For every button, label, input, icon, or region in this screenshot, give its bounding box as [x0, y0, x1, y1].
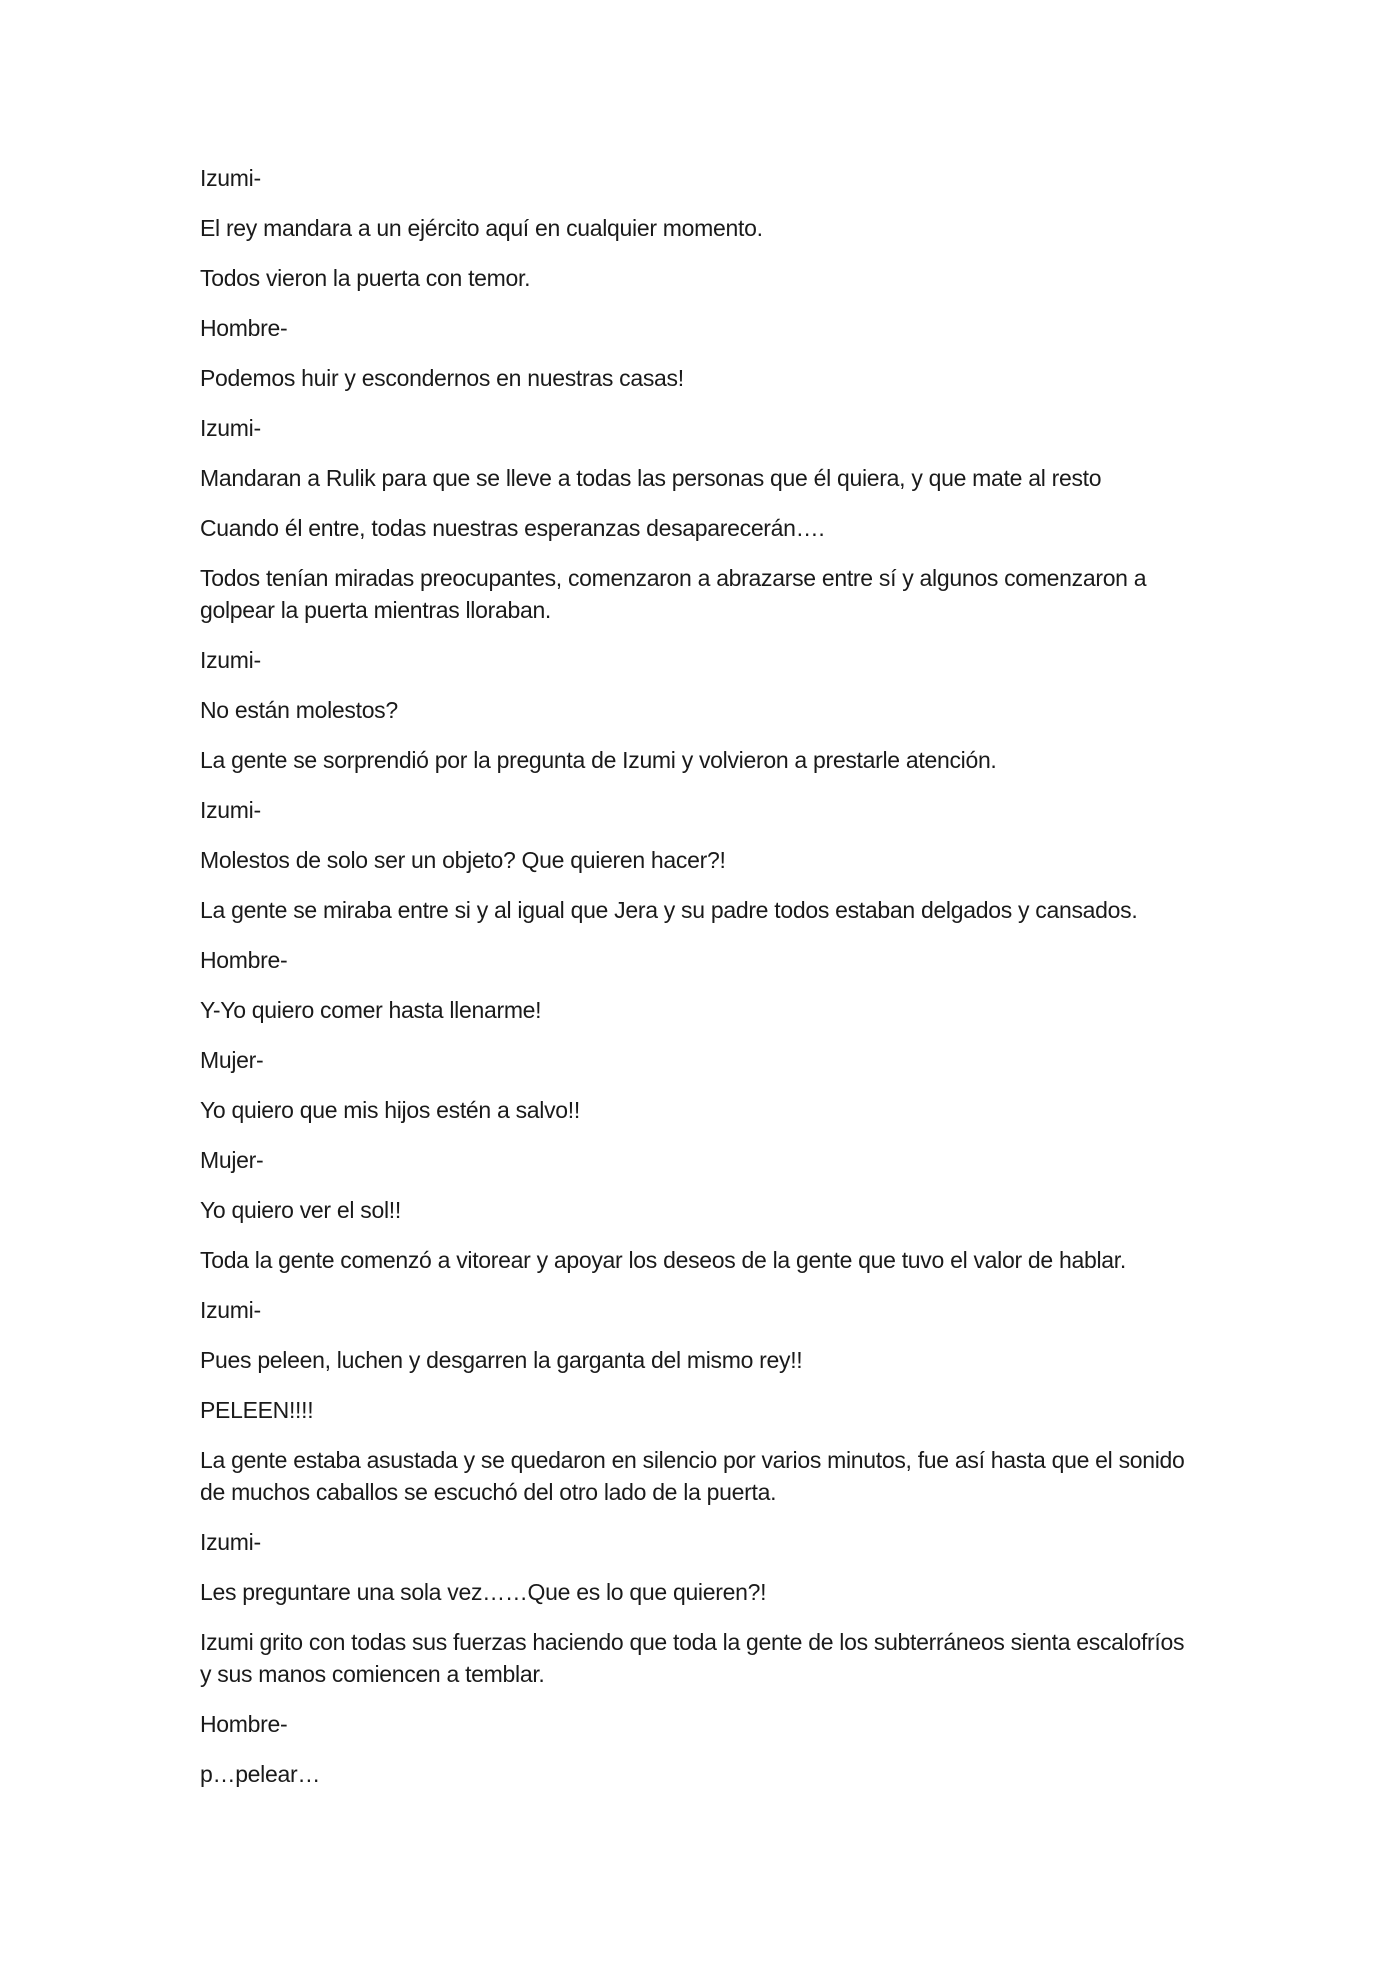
narration-paragraph: La gente se miraba entre si y al igual que Jera y su padre todos estaban delgados y cansados. — [200, 897, 1138, 923]
narration-paragraph: La gente se sorprendió por la pregunta de Izumi y volvieron a prestarle atención. — [200, 747, 997, 773]
dialogue-line: Yo quiero que mis hijos estén a salvo!! — [200, 1097, 580, 1123]
dialogue-line: Mandaran a Rulik para que se lleve a todas las personas que él quiera, y que mate al resto — [200, 465, 1102, 491]
dialogue-line: Y-Yo quiero comer hasta llenarme! — [200, 997, 542, 1023]
speaker-label: Izumi- — [200, 415, 261, 441]
speaker-label: Hombre- — [200, 1711, 288, 1737]
speaker-label: Izumi- — [200, 797, 261, 823]
speaker-label: Izumi- — [200, 165, 261, 191]
narration-paragraph: La gente estaba asustada y se quedaron en silencio por varios minutos, fue así hasta que el sonido de muchos caballos se escuchó del otro lado de la puerta. — [200, 1447, 1185, 1505]
speaker-label: Izumi- — [200, 1529, 261, 1555]
dialogue-line: PELEEN!!!! — [200, 1397, 314, 1423]
speaker-label: Mujer- — [200, 1147, 264, 1173]
document-body — [200, 162, 1200, 1808]
speaker-label: Hombre- — [200, 315, 288, 341]
narration-paragraph: Izumi grito con todas sus fuerzas haciendo que toda la gente de los subterráneos sienta escalofríos y sus manos comiencen a temblar. — [200, 1629, 1185, 1687]
dialogue-line: p…pelear… — [200, 1761, 321, 1787]
dialogue-line: Pues peleen, luchen y desgarren la garganta del mismo rey!! — [200, 1347, 803, 1373]
dialogue-line: Yo quiero ver el sol!! — [200, 1197, 401, 1223]
dialogue-line: No están molestos? — [200, 697, 398, 723]
dialogue-line: Molestos de solo ser un objeto? Que quieren hacer?! — [200, 847, 726, 873]
speaker-label: Hombre- — [200, 947, 288, 973]
dialogue-line: Les preguntare una sola vez……Que es lo que quieren?! — [200, 1579, 767, 1605]
narration-paragraph: Todos tenían miradas preocupantes, comenzaron a abrazarse entre sí y algunos comenzaron a golpear la puerta mientras lloraban. — [200, 565, 1147, 623]
dialogue-line: Podemos huir y escondernos en nuestras casas! — [200, 365, 684, 391]
speaker-label: Izumi- — [200, 1297, 261, 1323]
dialogue-line: Cuando él entre, todas nuestras esperanzas desaparecerán…. — [200, 515, 825, 541]
narration-paragraph: Todos vieron la puerta con temor. — [200, 265, 531, 291]
dialogue-line: El rey mandara a un ejército aquí en cualquier momento. — [200, 215, 763, 241]
speaker-label: Izumi- — [200, 647, 261, 673]
speaker-label: Mujer- — [200, 1047, 264, 1073]
narration-paragraph: Toda la gente comenzó a vitorear y apoyar los deseos de la gente que tuvo el valor de hablar. — [200, 1247, 1126, 1273]
